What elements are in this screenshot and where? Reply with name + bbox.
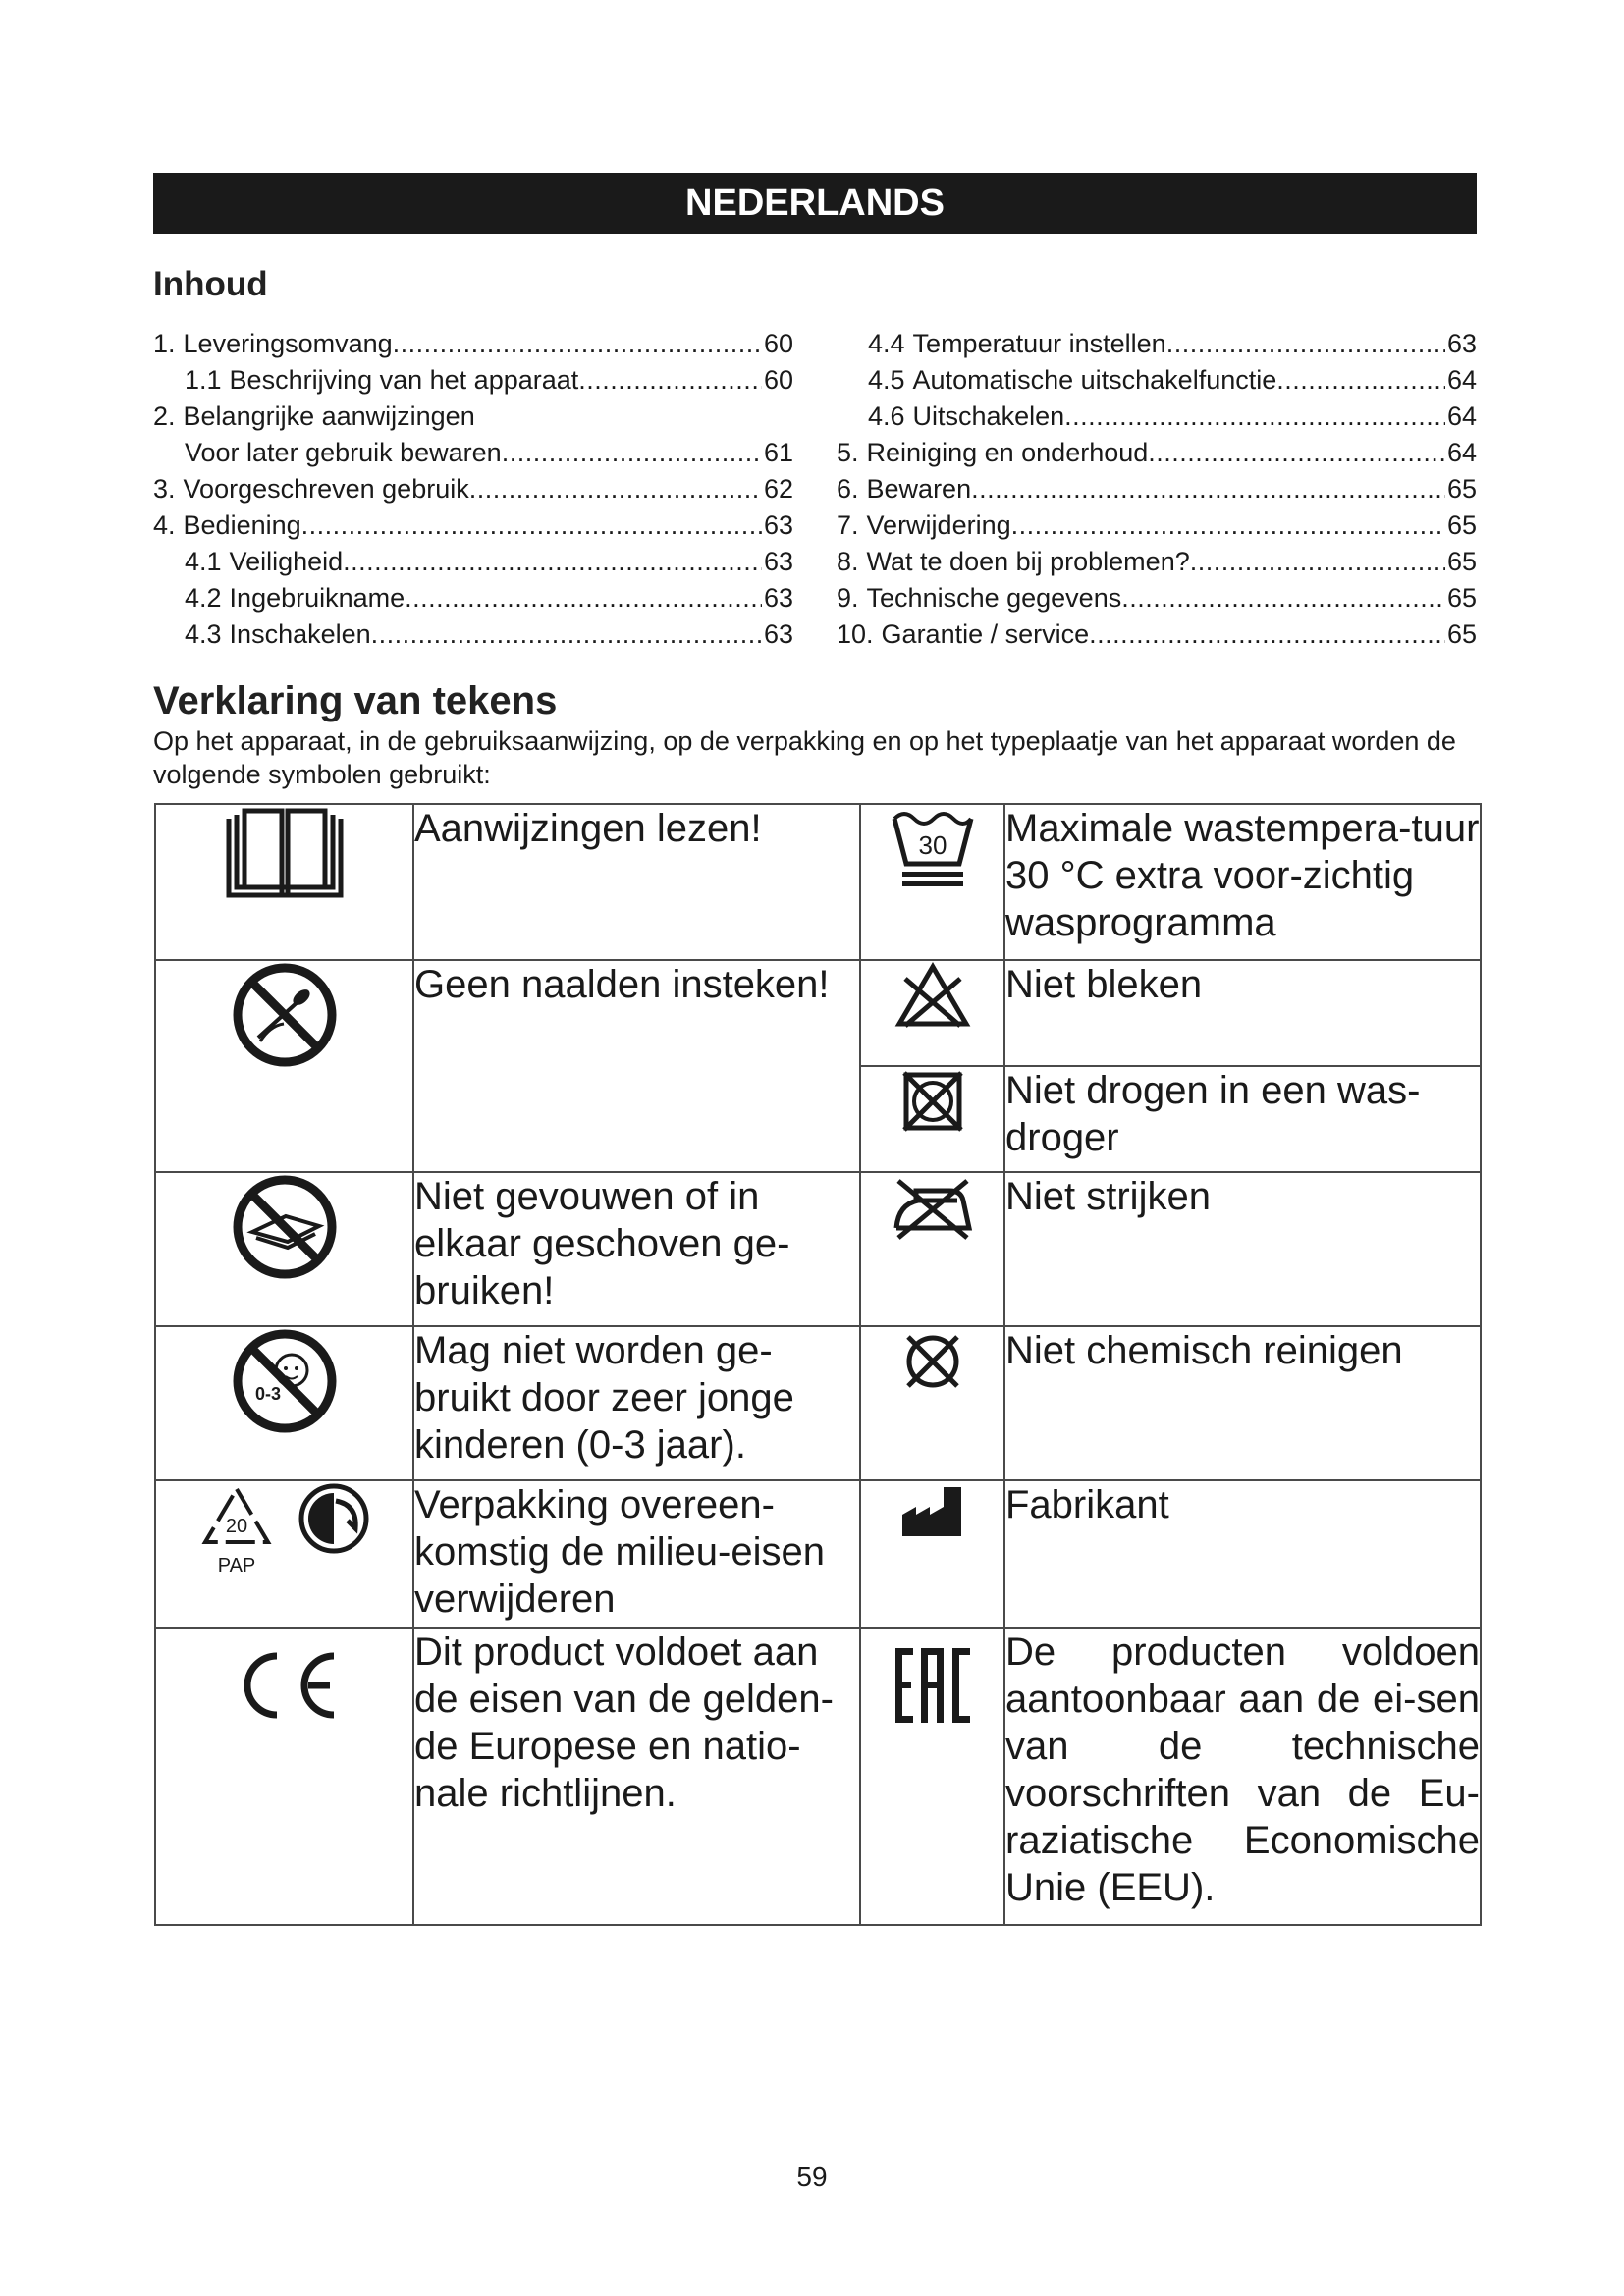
toc-entry-number: 6. xyxy=(837,474,859,504)
toc-entry xyxy=(153,544,793,580)
wash-30-text: Maximale wastempera-tuur 30 °C extra voor-zichtig wasprogramma xyxy=(1004,804,1481,960)
manufacturer-factory-icon xyxy=(898,1481,967,1540)
recycle-code: 20 xyxy=(225,1516,248,1537)
toc-entry xyxy=(153,507,793,544)
no-needles-symbol-cell xyxy=(155,960,413,1172)
toc-entry-page: 65 xyxy=(1446,583,1477,613)
toc-entry-label: Uitschakelen xyxy=(912,401,1065,431)
toc-entry-number: 7. xyxy=(837,510,859,540)
eac-mark-icon xyxy=(893,1644,972,1727)
toc-leader-dots xyxy=(371,616,762,653)
toc-leader-dots xyxy=(1089,616,1445,653)
no-folding-icon xyxy=(231,1173,339,1281)
table-row xyxy=(155,1628,1481,1925)
toc-entry-page: 63 xyxy=(1446,329,1477,358)
toc-entry xyxy=(837,616,1477,653)
toc-title: Inhoud xyxy=(153,265,268,303)
toc-entry-page: 63 xyxy=(763,547,793,576)
table-row xyxy=(155,804,1481,960)
toc-entry-page: 65 xyxy=(1446,547,1477,576)
manufacturer-text: Fabrikant xyxy=(1004,1480,1481,1628)
toc-entry-label: Beschrijving van het apparaat xyxy=(229,365,579,395)
not-for-young-children-text: Mag niet worden ge-bruikt door zeer jonge kinderen (0-3 jaar). xyxy=(413,1326,860,1480)
toc-entry xyxy=(837,507,1477,544)
table-row xyxy=(155,1172,1481,1326)
toc-entry-number: 1.1 xyxy=(185,365,222,395)
toc-entry xyxy=(837,544,1477,580)
toc-entry-label: Bewaren xyxy=(866,474,972,504)
green-dot-icon xyxy=(297,1481,371,1556)
toc-entry-label: Ingebruikname xyxy=(229,583,406,613)
toc-entry xyxy=(153,399,793,435)
toc-leader-dots xyxy=(469,471,762,507)
age-range-label: 0-3 xyxy=(254,1384,281,1404)
toc-leader-dots xyxy=(1064,399,1445,435)
toc-entry-page: 64 xyxy=(1446,438,1477,467)
toc-leader-dots xyxy=(301,507,762,544)
toc-entry-label: Inschakelen xyxy=(229,619,371,649)
toc-entry-number: 10. xyxy=(837,619,874,649)
read-instructions-symbol-cell xyxy=(155,804,413,960)
no-tumble-dry-icon xyxy=(898,1067,967,1136)
toc-entry-label: Belangrijke aanwijzingen xyxy=(183,401,475,431)
toc-entry-number: 4.4 xyxy=(868,329,905,358)
toc-entry-page: 63 xyxy=(763,510,793,540)
symbols-section-title: Verklaring van tekens xyxy=(153,679,558,722)
toc-entry xyxy=(153,435,793,471)
packaging-disposal-symbol-cell xyxy=(155,1480,413,1628)
toc-entry-number: 4.6 xyxy=(868,401,905,431)
toc-entry-label: Wat te doen bij problemen? xyxy=(866,547,1190,576)
language-banner xyxy=(153,173,1477,234)
toc-entry-label: Voor later gebruik bewaren xyxy=(185,438,502,467)
toc-entry-page: 63 xyxy=(763,619,793,649)
toc-entry-number: 8. xyxy=(837,547,859,576)
toc-entry-page: 61 xyxy=(763,438,793,467)
toc-entry xyxy=(837,580,1477,616)
toc-entry-label: Technische gegevens xyxy=(866,583,1122,613)
not-for-young-children-symbol-cell xyxy=(155,1326,413,1480)
toc-entry-label: Bediening xyxy=(183,510,301,540)
toc-entry-label: Automatische uitschakelfunctie xyxy=(912,365,1277,395)
toc-entry-label: Garantie / service xyxy=(881,619,1090,649)
toc-entry xyxy=(153,326,793,362)
toc-entry-label: Voorgeschreven gebruik xyxy=(183,474,469,504)
toc-leader-dots xyxy=(1190,544,1445,580)
toc-entry xyxy=(837,362,1477,399)
recycling-pap-20-icon xyxy=(197,1481,276,1579)
toc-entry-number: 4.2 xyxy=(185,583,222,613)
toc-entry-number: 1. xyxy=(153,329,176,358)
no-needles-icon xyxy=(231,961,339,1069)
toc-entry-number: 4.1 xyxy=(185,547,222,576)
toc-entry xyxy=(837,435,1477,471)
toc-leader-dots xyxy=(502,435,762,471)
toc-entry-number: 5. xyxy=(837,438,859,467)
toc-leader-dots xyxy=(1276,362,1445,399)
toc-entry-number: 4.5 xyxy=(868,365,905,395)
toc-entry-page: 63 xyxy=(763,583,793,613)
no-folding-symbol-cell xyxy=(155,1172,413,1326)
toc-right-column xyxy=(837,326,1477,653)
symbols-intro: Op het apparaat, in de gebruiksaanwijzing, op de verpakking en op het typeplaatje van het apparaat worden de volgende symbolen gebruikt: xyxy=(153,726,1456,789)
toc-entry-number: 9. xyxy=(837,583,859,613)
no-bleach-icon xyxy=(893,961,972,1030)
wash-30-symbol-cell xyxy=(860,804,1004,960)
no-needles-text: Geen naalden insteken! xyxy=(413,960,860,1172)
toc-leader-dots xyxy=(1148,435,1445,471)
toc-entry-label: Leveringsomvang xyxy=(183,329,393,358)
toc-entry-number: 3. xyxy=(153,474,176,504)
toc-leader-dots xyxy=(971,471,1445,507)
toc-entry xyxy=(153,471,793,507)
toc-entry xyxy=(837,399,1477,435)
packaging-disposal-text: Verpakking overeen-komstig de milieu-eisen verwijderen xyxy=(413,1480,860,1628)
toc-entry-page: 60 xyxy=(763,365,793,395)
manufacturer-symbol-cell xyxy=(860,1480,1004,1628)
no-ironing-symbol-cell xyxy=(860,1172,1004,1326)
no-tumble-dry-text: Niet drogen in een was-droger xyxy=(1004,1066,1481,1172)
toc-entry-page: 65 xyxy=(1446,619,1477,649)
wash-30-gentle-icon xyxy=(889,805,977,889)
toc-entry-page: 64 xyxy=(1446,365,1477,395)
toc-entry-label: Reiniging en onderhoud xyxy=(866,438,1149,467)
ce-mark-symbol-cell xyxy=(155,1628,413,1925)
no-bleach-symbol-cell xyxy=(860,960,1004,1066)
language-title: NEDERLANDS xyxy=(685,182,945,224)
read-instructions-text: Aanwijzingen lezen! xyxy=(413,804,860,960)
eac-mark-text: De producten voldoen aantoonbaar aan de ei-sen van de technische voorschriften van de Eu-raziatische Economische Unie (EEU). xyxy=(1004,1628,1481,1925)
toc-leader-dots xyxy=(393,326,762,362)
eac-mark-symbol-cell xyxy=(860,1628,1004,1925)
no-dry-clean-text: Niet chemisch reinigen xyxy=(1004,1326,1481,1480)
toc-entry-label: Temperatuur instellen xyxy=(912,329,1166,358)
toc-entry-page: 65 xyxy=(1446,510,1477,540)
toc-entry-number: 2. xyxy=(153,401,176,431)
toc-entry xyxy=(153,362,793,399)
toc-entry xyxy=(837,471,1477,507)
no-dry-cleaning-icon xyxy=(898,1327,967,1396)
toc-leader-dots xyxy=(1166,326,1445,362)
no-dry-clean-symbol-cell xyxy=(860,1326,1004,1480)
toc-entry-page: 62 xyxy=(763,474,793,504)
symbols-table xyxy=(154,803,1482,1926)
toc-leader-dots xyxy=(578,362,762,399)
toc-entry xyxy=(153,580,793,616)
toc-leader-dots xyxy=(405,580,762,616)
no-tumble-dry-symbol-cell xyxy=(860,1066,1004,1172)
toc-entry-page: 65 xyxy=(1446,474,1477,504)
wash-temp-label: 30 xyxy=(918,830,947,860)
toc-entry xyxy=(153,616,793,653)
page-number: 59 xyxy=(796,2162,828,2192)
no-ironing-icon xyxy=(889,1173,977,1242)
toc-leader-dots xyxy=(1011,507,1445,544)
no-children-0-3-icon xyxy=(231,1327,339,1435)
toc-entry-number: 4.3 xyxy=(185,619,222,649)
toc-entry xyxy=(837,326,1477,362)
toc-leader-dots xyxy=(343,544,762,580)
table-row xyxy=(155,1326,1481,1480)
no-ironing-text: Niet strijken xyxy=(1004,1172,1481,1326)
no-folding-text: Niet gevouwen of in elkaar geschoven ge-bruiken! xyxy=(413,1172,860,1326)
table-row xyxy=(155,960,1481,1066)
no-bleach-text: Niet bleken xyxy=(1004,960,1481,1066)
toc-entry-page: 64 xyxy=(1446,401,1477,431)
table-row xyxy=(155,1480,1481,1628)
toc-leader-dots xyxy=(1121,580,1445,616)
toc-entry-label: Veiligheid xyxy=(229,547,344,576)
toc-entry-label: Verwijdering xyxy=(866,510,1011,540)
toc-entry-number: 4. xyxy=(153,510,176,540)
recycle-material-label: PAP xyxy=(217,1555,256,1576)
toc-left-column xyxy=(153,326,793,653)
ce-mark-icon xyxy=(226,1646,344,1725)
ce-mark-text: Dit product voldoet aan de eisen van de gelden-de Europese en natio-nale richtlijnen. xyxy=(413,1628,860,1925)
toc-entry-page: 60 xyxy=(763,329,793,358)
book-icon xyxy=(221,805,349,903)
